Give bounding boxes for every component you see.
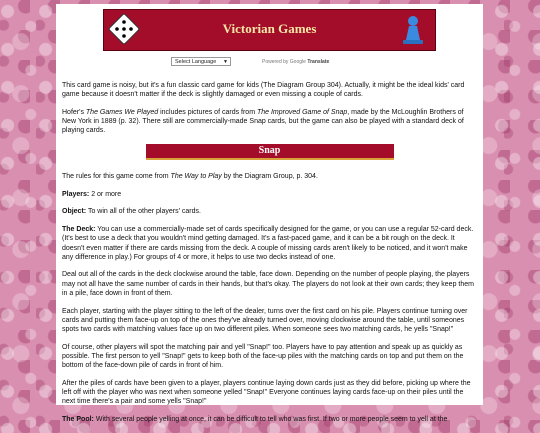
intro-paragraph: This card game is noisy, but it's a fun classic card game for kids (The Diagram Group 304). Actually, it might be the ideal kids' card game because it doesn't matter if the deck is slightly damaged or even missing a couple of cards.	[62, 82, 465, 99]
course-paragraph: Of course, other players will spot the matching pair and yell "Snap!" too. Players have to pay attention and speak up as quickly as possible. The first person to yell "Snap!" gets to keep both of the face-up piles with the matching cards on top and put them on the bottom of the face-down pile of cards in front of him.	[62, 343, 464, 370]
players-paragraph: Players: 2 or more	[62, 190, 122, 198]
language-select[interactable]	[171, 57, 231, 66]
site-banner[interactable]	[103, 9, 436, 51]
site-title: Victorian Games	[222, 21, 317, 36]
after-paragraph: After the piles of cards have been given to a player, players continue laying down cards just as they did before, picking up where the left off with the player who was next when someone yelled "Snap!" Everyone continues laying cards face-up on their piles until the next time there's a pair and some yells "Snap!"	[62, 379, 471, 406]
deal-paragraph: Deal out all of the cards in the deck clockwise around the table, face down. Depending on the number of people playing, the players may not all have the same number of cards in their hands, but that's okay. The players do not look at their own cards; they keep them in a pile, face down in front of them.	[62, 271, 474, 297]
history-paragraph: Hofer's The Games We Played includes pictures of cards from The Improved Game of Snap, made by the McLoughlin Brothers of New York in 1889 (p. 32). There still are commercially-made Snap cards, but the game can also be played with a standard deck of playing cards.	[62, 108, 464, 135]
language-select-label: Select Language	[175, 59, 217, 65]
source-paragraph: The rules for this game come from The Way to Play by the Diagram Group, p. 304.	[62, 173, 318, 181]
pawn-icon	[401, 14, 425, 46]
object-paragraph: Object: To win all of the other players' cards.	[62, 208, 201, 216]
google-translate-bar	[56, 57, 483, 71]
deck-paragraph: The Deck: You can use a commercially-made set of cards specifically designed for the game, or you can use a regular 52-card deck. (It's best to use a deck that you wouldn't mind getting damaged. It's a fast-paced game, and it can be a bit rough on the deck. It doesn't even matter if there are cards missing from the deck. A couple of missing cards aren't likely to be noticed, and it won't make any difference in play.) For groups of 4 or more, it helps to use two decks instead of one.	[62, 226, 474, 261]
section-heading-snap: Snap	[146, 144, 394, 160]
turn-paragraph: Each player, starting with the player sitting to the left of the dealer, turns over the first card on his pile. Players continue turning over cards and putting them face-up on top of the ones they've already turned over, moving clockwise around the table, until someones spots two cards with matching values face up on two different piles. When someone sees two matching cards, he yells "Snap!"	[62, 307, 468, 333]
page-content	[56, 4, 483, 423]
chevron-down-icon: ▼	[223, 59, 228, 65]
article-body	[62, 81, 477, 433]
powered-by-google[interactable]: Powered by Google Translate	[262, 59, 330, 65]
pool-paragraph: The Pool: With several people yelling at once, it can be difficult to tell who was first. If two or more people seem to yell at the	[62, 415, 448, 423]
